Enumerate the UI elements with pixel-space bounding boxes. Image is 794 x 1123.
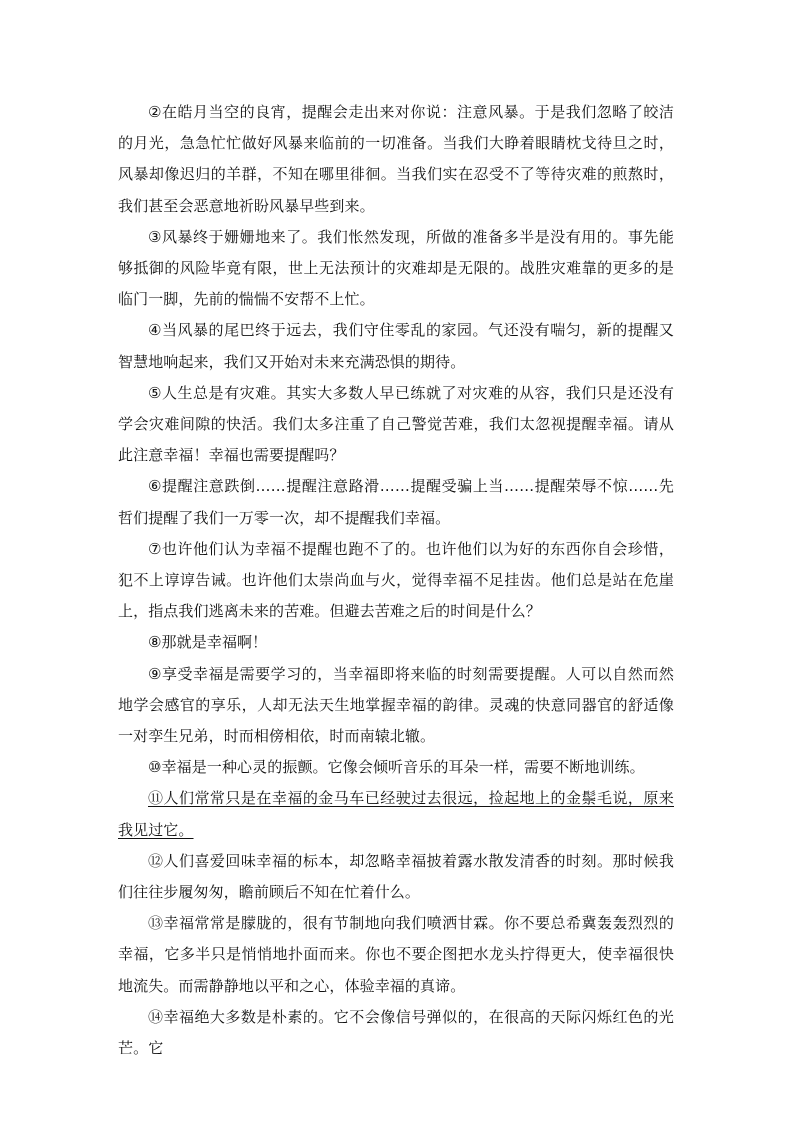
paragraph-7: ⑦也许他们认为幸福不提醒也跑不了的。也许他们以为好的东西你自会珍惜，犯不上谆谆告诫。也许他们太崇尚血与火，觉得幸福不足挂齿。他们总是站在危崖上，指点我们逃离未来的苦难。但避去苦难之后的时间是什么？ (118, 539, 674, 621)
paragraph-13: ⑬幸福常常是朦胧的，很有节制地向我们喷洒甘霖。你不要总希冀轰轰烈烈的幸福，它多半只是悄悄地扑面而来。你也不要企图把水龙头拧得更大，使幸福很快地流失。而需静静地以平和之心，体验幸福的真谛。 (118, 914, 674, 995)
paragraph-8: ⑧那就是幸福啊！ (148, 633, 268, 652)
paragraph-11 (118, 783, 674, 845)
paragraph-10: ⑩幸福是一种心灵的振颤。它像会倾听音乐的耳朵一样，需要不断地训练。 (148, 758, 645, 777)
document-page (118, 97, 674, 1064)
underlined-sentence: ⑪人们常常只是在幸福的金马车已经驶过去很远，捡起地上的金鬃毛说，原来我见过它。 (118, 789, 674, 839)
paragraph-14: ⑭幸福绝大多数是朴素的。它不会像信号弹似的，在很高的天际闪烁红色的光芒。它 (118, 1007, 674, 1058)
paragraph-2: ②在皓月当空的良宵，提醒会走出来对你说：注意风暴。于是我们忽略了皎洁的月光，急急忙忙做好风暴来临前的一切准备。当我们大睁着眼睛枕戈待旦之时，风暴却像迟归的羊群，不知在哪里徘徊。当我们实在忍受不了等待灾难的煎熬时，我们甚至会恶意地祈盼风暴早些到来。 (118, 103, 674, 215)
paragraph-6: ⑥提醒注意跌倒……提醒注意路滑……提醒受骗上当……提醒荣辱不惊……先哲们提醒了我们一万零一次，却不提醒我们幸福。 (118, 477, 674, 527)
paragraph-9: ⑨享受幸福是需要学习的，当幸福即将来临的时刻需要提醒。人可以自然而然地学会感官的享乐，人却无法天生地掌握幸福的韵律。灵魂的快意同器官的舒适像一对孪生兄弟，时而相傍相依，时而南辕北辙。 (118, 664, 674, 746)
paragraph-5: ⑤人生总是有灾难。其实大多数人早已练就了对灾难的从容，我们只是还没有学会灾难间隙的快活。我们太多注重了自己警觉苦难，我们太忽视提醒幸福。请从此注意幸福！幸福也需要提醒吗？ (118, 383, 674, 465)
paragraph-12: ⑫人们喜爱回味幸福的标本，却忽略幸福披着露水散发清香的时刻。那时候我们往往步履匆匆，瞻前顾后不知在忙着什么。 (118, 851, 674, 902)
paragraph-3: ③风暴终于姗姗地来了。我们怅然发现，所做的准备多半是没有用的。事先能够抵御的风险毕竟有限，世上无法预计的灾难却是无限的。战胜灾难靠的更多的是临门一脚，先前的惴惴不安帮不上忙。 (118, 227, 674, 309)
paragraph-4: ④当风暴的尾巴终于远去，我们守住零乱的家园。气还没有喘匀，新的提醒又智慧地响起来，我们又开始对未来充满恐惧的期待。 (118, 321, 674, 371)
